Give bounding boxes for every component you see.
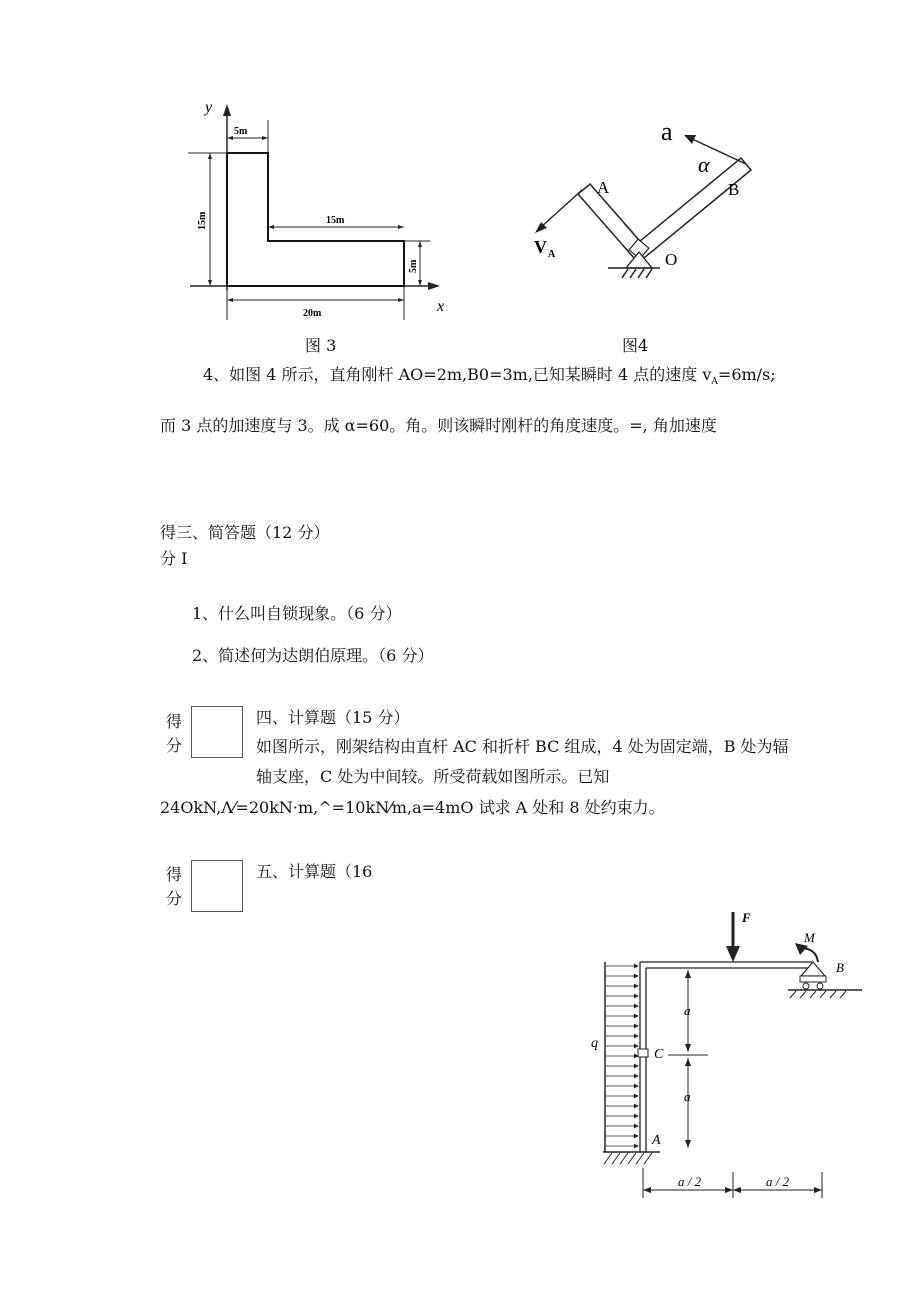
frame-label-a-upper: a — [684, 1003, 691, 1018]
frame-label-a-lower: a — [684, 1089, 691, 1104]
section-4-title: 四、计算题（15 分） — [256, 708, 410, 727]
section-3-sub: 分 I — [160, 549, 188, 568]
section-4-line-2: 轴支座，C 处为中间较。所受荷载如图所示。已知 — [256, 767, 610, 786]
figure-3-diagram — [180, 95, 460, 330]
fig4-label-O: O — [665, 250, 678, 269]
frame-label-half-right: a / 2 — [766, 1174, 790, 1189]
q4-line-1-pre: 4、如图 4 所示，直角刚杆 AO=2m,B0=3m,已知某瞬时 4 点的速度 v — [203, 365, 712, 384]
q4-line-1-post: =6m/s; — [717, 365, 776, 384]
frame-label-half-left: a / 2 — [678, 1174, 702, 1189]
frame-structure-diagram — [585, 905, 875, 1205]
section-4-score-label-2: 分 — [166, 736, 183, 755]
section-4-score-label-1: 得 — [166, 712, 183, 731]
frame-label-M: M — [804, 930, 815, 945]
frame-label-F: F — [742, 910, 751, 925]
section-5-score-label-1: 得 — [166, 865, 183, 884]
q4-line-2: 而 3 点的加速度与 3。成 α=60。角。则该瞬时刚杆的角度速度。=, 角加速度 — [160, 416, 717, 435]
fig3-axis-y: y — [205, 99, 213, 116]
section-5-title: 五、计算题（16 — [256, 862, 373, 881]
figure-3-caption: 图 3 — [305, 336, 337, 355]
frame-label-C: C — [654, 1047, 664, 1062]
figure-4-diagram — [525, 110, 765, 290]
figure-4-caption: 图4 — [622, 336, 649, 355]
fig3-dim-right: 5m — [408, 259, 419, 273]
fig4-label-A: A — [597, 178, 610, 197]
fig3-dim-top: 5m — [234, 126, 248, 137]
fig4-label-alpha: α — [698, 152, 710, 177]
section-4-score-box[interactable] — [191, 706, 243, 758]
section-3-item-1: 1、什么叫自锁现象。（6 分） — [192, 604, 402, 623]
fig3-dim-bottom: 20m — [303, 308, 322, 319]
fig3-dim-left: 15m — [197, 211, 208, 230]
fig3-dim-mid: 15m — [326, 215, 345, 226]
fig3-axis-x: x — [437, 298, 445, 315]
fig4-label-V-sub: A — [548, 249, 556, 260]
frame-label-B: B — [836, 960, 844, 975]
section-4-line-1: 如图所示，刚架结构由直杆 AC 和折杆 BC 组成，4 处为固定端，B 处为辐 — [256, 737, 789, 756]
section-3-title: 得三、简答题（12 分） — [160, 523, 330, 542]
q4-line-1 — [203, 365, 776, 392]
section-5-score-label-2: 分 — [166, 889, 183, 908]
section-5-score-box[interactable] — [191, 860, 243, 912]
fig4-label-B: B — [728, 180, 740, 199]
fig4-label-V: V — [534, 237, 547, 257]
section-3-item-2: 2、简述何为达朗伯原理。（6 分） — [192, 646, 434, 665]
q4-line-1-sub: A — [711, 377, 718, 388]
fig4-label-a: a — [661, 117, 673, 146]
frame-label-A: A — [652, 1133, 661, 1148]
section-4-line-3: 24OkN,Λ⁄=20kN·m,^=10kN⁄m,a=4mO 试求 A 处和 8 处约束力。 — [160, 798, 665, 817]
frame-label-q: q — [591, 1036, 598, 1051]
